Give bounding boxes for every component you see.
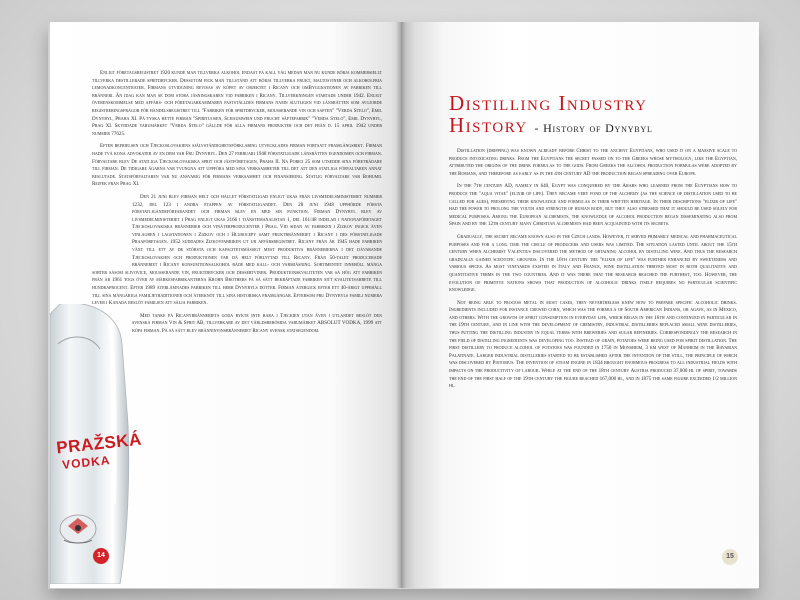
left-body-text: [92, 70, 382, 341]
left-paragraph-4: Med tanke på Ricanybränneriets goda rykte inte bara i Tjeckien utan även i utlandet beslöt den svenska firman Vin & Sprit AB, tillverkare av det världsberömda varumärket ABSOLUT VODKA, 1999 att köpa firman. På så sätt blev bränninvinsbränneriet Ricany svensk statsegendom.: [132, 312, 382, 334]
left-paragraph-1: Enligt företagsregistret 1920 kunde man tillverka alkohol endast på kall väg medan man nu kunde börja kommersiellt tillverka destillerade spritdrycker. Dessutom fick man tillstånd att börja tillverka frukt, maltosviner och alkoholfria lemonadkoncentrater. Firmans utvidgning bevisas av köpet av objektet i Ricany och omByggnationen av fabriken till bränneri. Än idag kan man se dom stora jäsningskaren vid fabriken i Ricany. Tillverkningen startade under 1942. Enligt överenskommelse med affärs- och företagarkammaren fastställdes firmans namn slutligen vid länsrätten som avgjorde registreringsfrågor för handelsregistret till "Fabriken för spritdrycker, mousserande vin och saften" "Verda Stelo", Emil Dynybyl, Praha XI. På tyska hette firman "Spirituosen, Schaumwein und frucht säftefabrik" "Verda Stelo", Emil Dynybyl, Prag XI. Skyddade varumärket "Verda Stelo" gällde för alla firmans produkter och det från d. 15 april 1942 under nummer 77625.: [92, 70, 382, 137]
page-number-right: 15: [722, 549, 738, 565]
page-title: [449, 92, 653, 139]
right-body-text: [449, 148, 737, 396]
left-paragraph-3: Den 21 juni blev firman helt och hållet förstatligad enligt ukas från livsmedelsministeriet nummer 1232, del 123 i andra etappen av förstatligandet. Den 28 juni 1948 upphörde första förstatligandeförfarandet och firman blev en med sin funktion. Firman Dynybyl blev av livsmedelministeriet i Prag enligt ukas 2166 i tjänstemanalistan 1, del 161/48 indelad i nationaföretaget Tjeckoslovakiska brännerier och vinåterproducenter i Prag. Vid sidan av fabriken i Zizkov ingick även vinlagren i lagstationen i Zizkov och i Hlubocepy samt fruktbränneriet i Ricany i des förstatligade Praaföretagen. 1952 suddades Zizkovfabriken ut ur affärsregistret. Ricany från år 1945 hade fabriken växt till ett av de största och kapacitetsmässigt mest produktiva brännerierna i det dåvarande Tjeckoslovakien och produktionen var då helt förlyttad till Ricany. Från 50-talet producerade bränneriet i Ricany konsumtionsalkohol både med kall- och varmjäsning. Sortimentet innehöll många sorter såsom slivovice, mousserande vin, fruktdrycker och dessertviner. Produktionskvaliteten var så hög att fabriken från år 1961 togs över av märkesfabrikanterna Krohn Brothers på så sätt bekräftade fabriken sitt kvalitetsarbete till hundraprocent. Efter 1989 återlämnades fabriken till herr Dynybyls dotter. Firman återgick efter ett 40-årigt uppehåll till sina mångåriga familjetraditioner och återknöt till sina historiska framgångar. Eftersom fru Dynybyls familj numera lever i Kanada beslöt familjen att sälja fabriken.: [92, 193, 382, 307]
left-page: [50, 22, 401, 588]
vodka-bottle-image: [50, 304, 143, 584]
title-line-2: History: [449, 113, 528, 137]
right-page: [401, 22, 759, 588]
right-paragraph-4: Not being able to process metal in most cases, they nevertheless knew how to prepare specific alcoholic drinks. Ingredients included for instance chewed corn, which was the formula of South American Indians, or agave, as in Mexico, and others. With the growth of spirit consumption in everyday life, which began in the 16th and continued in particular in the 19th century, and in line with the development of chemistry, industrial distilleries replaced small wine distilleries, thus putting the distilling industry in equal terms with breweries and sugar refineries. Correspondingly the research in the field of distilling ingredients was developing too. Instead of grain, potatoes were being used for spirit distillation. The first distillery to produce alcohol of potatoes was founded in 1750 in Monsheim, 3 km west of Manheim in the Bavarian Palatinate. Larger industrial distilleries started to be established after the invention of the still, the principle of which was discovered by Pistorius. The invention of steam engine in 1834 brought enormous progress to all industrial fields with impacts on the productivity of labour. While at the end of the 18th century Austria produced 37,000 hl of spirit, towards the end of the first half of the 19th century the figure reached 167,000 hl, and in 1875 the same figure exceeded 1/2 million hl.: [449, 299, 737, 390]
page-number-left: 14: [93, 548, 109, 564]
bottle-brand: PRAŽSKÁ: [55, 429, 143, 458]
book-spine: [396, 22, 406, 588]
right-paragraph-3: Gradually, the secret became known also in the Czech lands. However, it served primarily medical and pharmaceutical purposes and for a long time the circle of producers and users was limited. The situation lasted until about the 15th century when alchemist Valentius discovered the method of obtaining alcohol by distilling wine. And thus the research gradually gained scientific grounds. In the 16th century the "elixir of life" was further enhanced by sweeteners and various spices. As most vineyards existed in Italy and France, wine distillation thrived most in both qualitative and quantitative terms in the two countries. And it was there that the research reached the furthest, too. However, the evolution of primitive nations shows that production of alcoholic drinks itself requires no particular scientific knowledge.: [449, 233, 737, 294]
right-paragraph-1: Distillation (dripping) was known already before Christ to the ancient Egyptians, who used it on a massive scale to produce intoxicating drinks. From the Egyptians the secret passed on to the Greeks whose mythology, like the Egyptian, attributed the origins of the drink formulas to the gods. From Greeks the alcohol production formulas were adopted by the Romans, and therefore as early as in the 4th century AD the production began spreading over Europe.: [449, 148, 737, 177]
title-line-1: Distilling Industry: [449, 91, 648, 115]
right-paragraph-2: In the 7th century AD, namely in 640, Egypt was conquered by the Arabs who learned from the Egyptians how to produce the "aqua vitae" (elixir of life). They became very fond of the alchemy (as the science of distillation used to be called for ages), preserving their knowledge and formulas in their written heritage. In their descriptions "elixir of life" had the power to prolong the youth and strength of human body, but they also stressed that it should be used solely for medical purposes. Among the European alchemists, the knowledge of alcohol production began disseminating also from Spain and by the 12th century many Christian alchemists had been acquainted with its secrets.: [449, 183, 737, 228]
left-paragraph-2: Efter befrielsen och Tjeckoslovakiens självständighetsförklaring utvecklades firman fortsatt framgångsrikt. Firman hade två kona advokater av en dem var Fru Dynybyl. Den 27 februari 1948 förstatligade länsrätten egendomen och firman. Förvaltare blev De statliga Tjeckoslovakiska sprit och jästföretagen, Praha II. Na Porici 25 som utsedde sina företrädare till firman. De tidigare ägarna var tvungna att uppföra med sina verksamheter till det att den statliga förvaltaren annat beslutade. Statsförvaltaren var nu ansvarig för firmans verksamhet och finansiering. Statlig förvaltare var Bohumil Rejfek från Prag XI.: [92, 143, 382, 188]
bottle-product: VODKA: [61, 452, 112, 472]
title-subtitle: - History of Dynybyl: [534, 121, 653, 135]
